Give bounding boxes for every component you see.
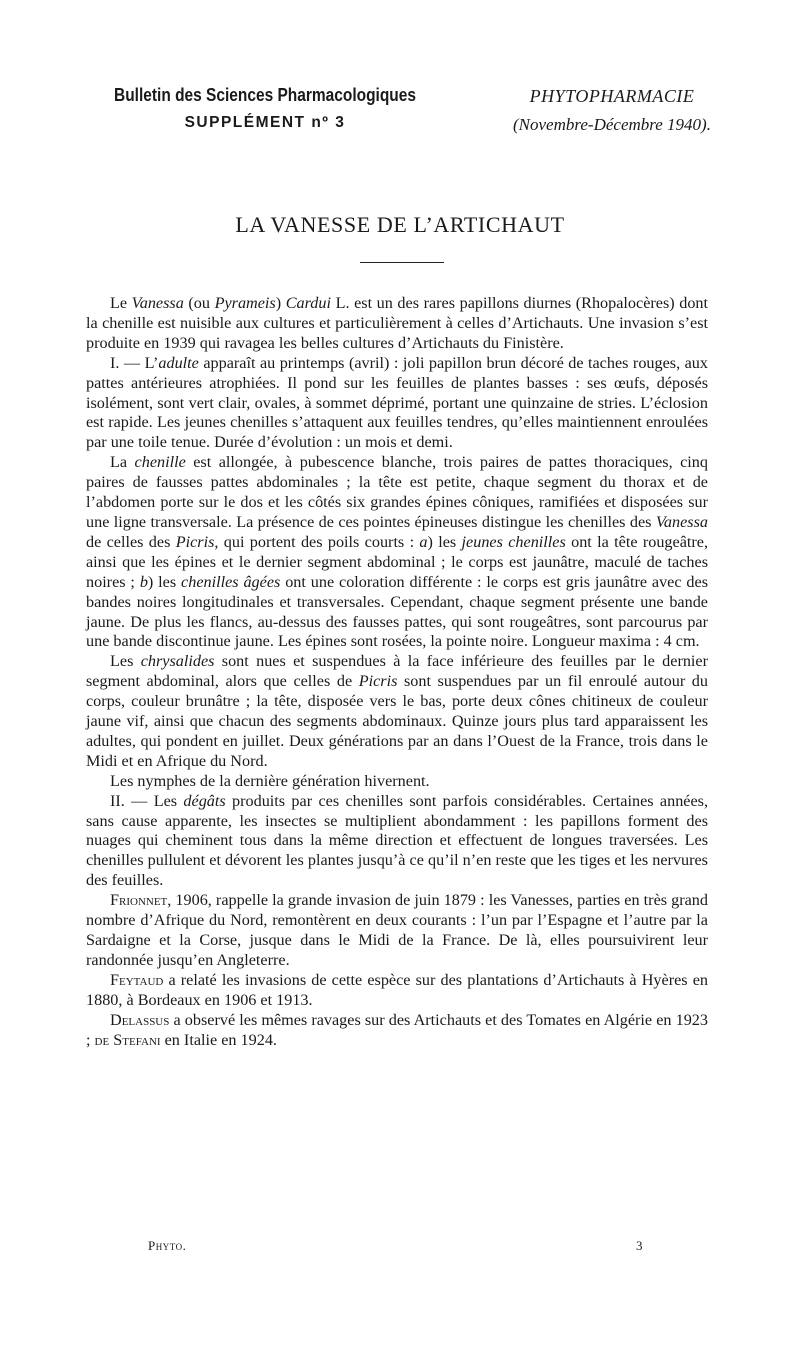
text-run-italic: Picris [175,532,215,551]
page-number: 3 [636,1238,643,1253]
text-run: en Italie en 1924. [160,1030,277,1049]
text-run-italic: Vanessa [655,512,708,531]
text-run: ) [275,294,286,312]
text-run-italic: b [139,572,148,591]
text-run: de celles des [86,532,176,551]
article-body [86,294,708,1050]
text-run-italic: a [419,532,428,551]
paragraph-intro [86,294,708,354]
text-run-italic: dégâts [183,791,226,810]
supplement-number: SUPPLÉMENT nº 3 [184,114,346,131]
text-run: II. — Les [110,791,184,810]
author-name: Feytaud [110,970,164,989]
text-run-italic: chenille [134,453,186,472]
header-right [506,86,718,135]
author-name: Frionnet [110,891,168,910]
text-run: est allongée, à pubescence blanche, trois paires de pattes thoraciques, cinq paires de fausses pattes abdominales ; la tête est petite, chaque segment du thorax et de l’abdomen porte sur le dos et les côtés six grandes épines côniques, ramifiées et disposées sur une ligne transversale. La présence de ces pointes épineuses distingue les chenilles des [86,453,708,531]
paragraph-chenille [86,453,708,652]
text-run: apparaît au printemps (avril) : joli papillon brun décoré de taches rouges, aux pattes antérieures atrophiées. Il pond sur les feuilles de plantes basses : ses œufs, déposés isolément, sont vert clair, ovales, à sommet déprimé, portant une quinzaine de stries. L’éclosion est rapide. Les jeunes chenilles s’attaquent aux feuilles tendres, qu’elles maintiennent enroulées par une toile tenue. Durée d’évolution : un mois et demi. [86,353,708,452]
section-name: PHYTOPHARMACIE [529,86,695,106]
title-rule [360,262,444,263]
paragraph-nymphes [86,772,708,792]
text-run-italic: Cardui [285,294,331,312]
text-run: Les [110,652,141,671]
text-run: L. est un des rares papillons diurnes (Rhopalocères) dont la chenille est nuisible aux cultures et particulièrement à celles d’Artichauts. Une invasion s’est produite en 1939 qui ravagea les belles cultures d’Artichauts du Finistère. [86,294,709,352]
article-title: LA VANESSE DE L’ARTICHAUT [235,212,565,237]
text-run: ) les [147,572,182,591]
text-run-italic: adulte [158,353,199,372]
text-run: , qui portent des poils courts : [214,532,420,551]
text-run: (ou [183,294,215,312]
paragraph-frionnet [86,891,708,971]
header-left [86,85,444,132]
paragraph-delassus [86,1011,708,1051]
paragraph-adulte [86,354,708,454]
text-run: Les nymphes de la dernière génération hivernent. [110,771,430,790]
journal-name: Bulletin des Sciences Pharmacologiques [114,85,416,105]
text-run: sont nues et suspendues à la face inférieure des feuilles par le dernier segment abdominal, alors que celles de [86,652,708,691]
text-run: ont une coloration différente : le corps est gris jaunâtre avec des bandes noires longitudinales et transversales. Cependant, chaque segment présente une bande jaune. De plus les flancs, au-dessus des fausses pattes, qui sont rougeâtres, sont parcourus par une bande discontinue jaune. Les épines sont rosées, la pointe noire. Longueur maxima : 4 cm. [86,572,709,651]
paragraph-chrysalides [86,652,708,771]
text-run: ) les [427,532,462,551]
author-name: Delassus [110,1010,170,1029]
text-run: I. — L’ [110,353,159,372]
text-run-italic: Picris [358,672,398,691]
footer-label: Phyto. [148,1238,187,1253]
text-run-italic: chenilles âgées [181,572,281,591]
text-run: produits par ces chenilles sont parfois considérables. Certaines années, sans cause apparente, les insectes se multiplient abondamment : les papillons forment des nuages qui cheminent tous dans la même direction et effectuent de longues traversées. Les chenilles pullulent et dévorent les plantes jusqu’à ce qu’il n’en reste que les tiges et les nervures des feuilles. [86,791,708,890]
author-name: de Stefani [94,1030,161,1049]
text-run: La [110,453,135,472]
text-run: a observé les mêmes ravages sur des Artichauts et des Tomates en Algérie en 1923 ; [86,1010,708,1049]
issue-date: (Novembre-Décembre 1940). [513,115,711,134]
text-run: ont la tête rougeâtre, ainsi que les épines et le dernier segment abdominal ; le corps est jaunâtre, maculé de taches noires ; [86,532,709,591]
paragraph-feytaud [86,971,708,1011]
text-run-italic: Vanessa [131,294,184,312]
paragraph-degats [86,792,708,892]
text-run: sont suspendues par un fil enroulé autour du corps, couleur brunâtre ; la tête, disposée vers le bas, porte deux cônes chitineux de couleur jaune vif, ainsi que chacun des segments abdominaux. Quinze jours plus tard apparaissent les adultes, qui pondent en juillet. Deux générations par an dans l’Ouest de la France, trois dans le Midi et en Afrique du Nord. [86,672,708,770]
text-run-italic: chrysalides [140,652,215,671]
text-run-italic: jeunes chenilles [461,532,566,551]
text-run: , 1906, rappelle la grande invasion de juin 1879 : les Vanesses, parties en très grand nombre d’Afrique du Nord, remontèrent en deux courants : l’un par l’Espagne et l’autre par la Sardaigne et la Corse, jusque dans le Midi de la France. De là, elles poursuivirent leur randonnée jusqu’en Angleterre. [86,891,708,969]
text-run: a relaté les invasions de cette espèce sur des plantations d’Artichauts à Hyères en 1880, à Bordeaux en 1906 et 1913. [86,970,708,1009]
text-run-italic: Pyrameis [214,294,276,312]
text-run: Le [110,294,132,312]
